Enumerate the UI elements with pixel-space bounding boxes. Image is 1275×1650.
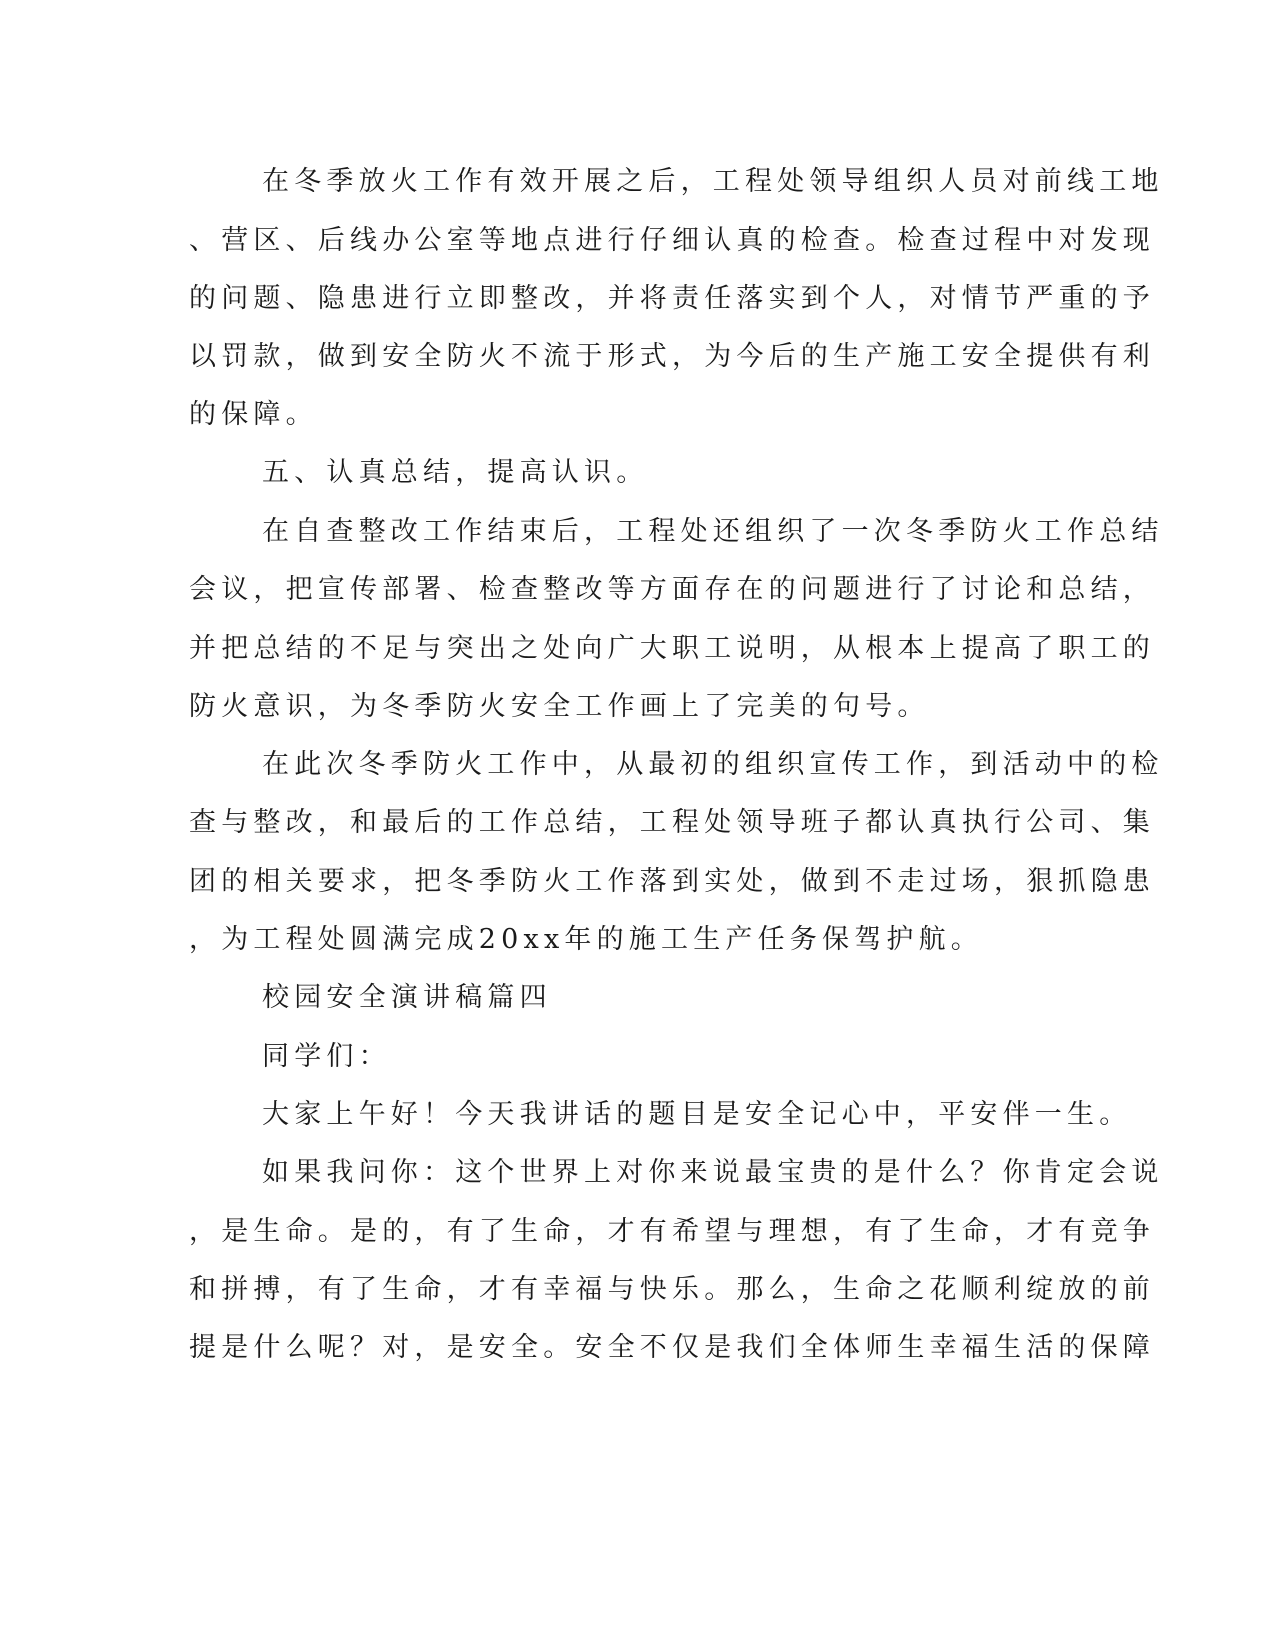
paragraph-line: 和拼搏，有了生命，才有幸福与快乐。那么，生命之花顺利绽放的前 (189, 1274, 1155, 1305)
paragraph-line: 如果我问你：这个世界上对你来说最宝贵的是什么？你肯定会说 (262, 1157, 1164, 1188)
paragraph-line: ，是生命。是的，有了生命，才有希望与理想，有了生命，才有竞争 (189, 1216, 1155, 1247)
section-title: 校园安全演讲稿篇四 (262, 982, 552, 1013)
paragraph-line: 会议，把宣传部署、检查整改等方面存在的问题进行了讨论和总结， (189, 574, 1155, 605)
paragraph-line: 在自查整改工作结束后，工程处还组织了一次冬季防火工作总结 (262, 516, 1164, 547)
paragraph-line: 、营区、后线办公室等地点进行仔细认真的检查。检查过程中对发现 (189, 225, 1155, 256)
paragraph-line: ，为工程处圆满完成20xx年的施工生产任务保驾护航。 (189, 924, 984, 955)
paragraph-line: 的问题、隐患进行立即整改，并将责任落实到个人，对情节严重的予 (189, 283, 1155, 314)
paragraph-line: 防火意识，为冬季防火安全工作画上了完美的句号。 (189, 691, 930, 722)
paragraph-line: 查与整改，和最后的工作总结，工程处领导班子都认真执行公司、集 (189, 807, 1155, 838)
paragraph-line: 以罚款，做到安全防火不流于形式，为今后的生产施工安全提供有利 (189, 341, 1155, 372)
paragraph-line: 团的相关要求，把冬季防火工作落到实处，做到不走过场，狠抓隐患 (189, 866, 1155, 897)
paragraph-line: 大家上午好！今天我讲话的题目是安全记心中，平安伴一生。 (262, 1099, 1132, 1130)
paragraph-line: 并把总结的不足与突出之处向广大职工说明，从根本上提高了职工的 (189, 633, 1155, 664)
paragraph-line: 提是什么呢？对，是安全。安全不仅是我们全体师生幸福生活的保障 (189, 1332, 1155, 1363)
paragraph-line: 的保障。 (189, 399, 318, 430)
section-heading: 五、认真总结，提高认识。 (262, 457, 649, 488)
paragraph-line: 在冬季放火工作有效开展之后，工程处领导组织人员对前线工地 (262, 166, 1164, 197)
salutation: 同学们： (262, 1041, 391, 1072)
paragraph-line: 在此次冬季防火工作中，从最初的组织宣传工作，到活动中的检 (262, 749, 1164, 780)
